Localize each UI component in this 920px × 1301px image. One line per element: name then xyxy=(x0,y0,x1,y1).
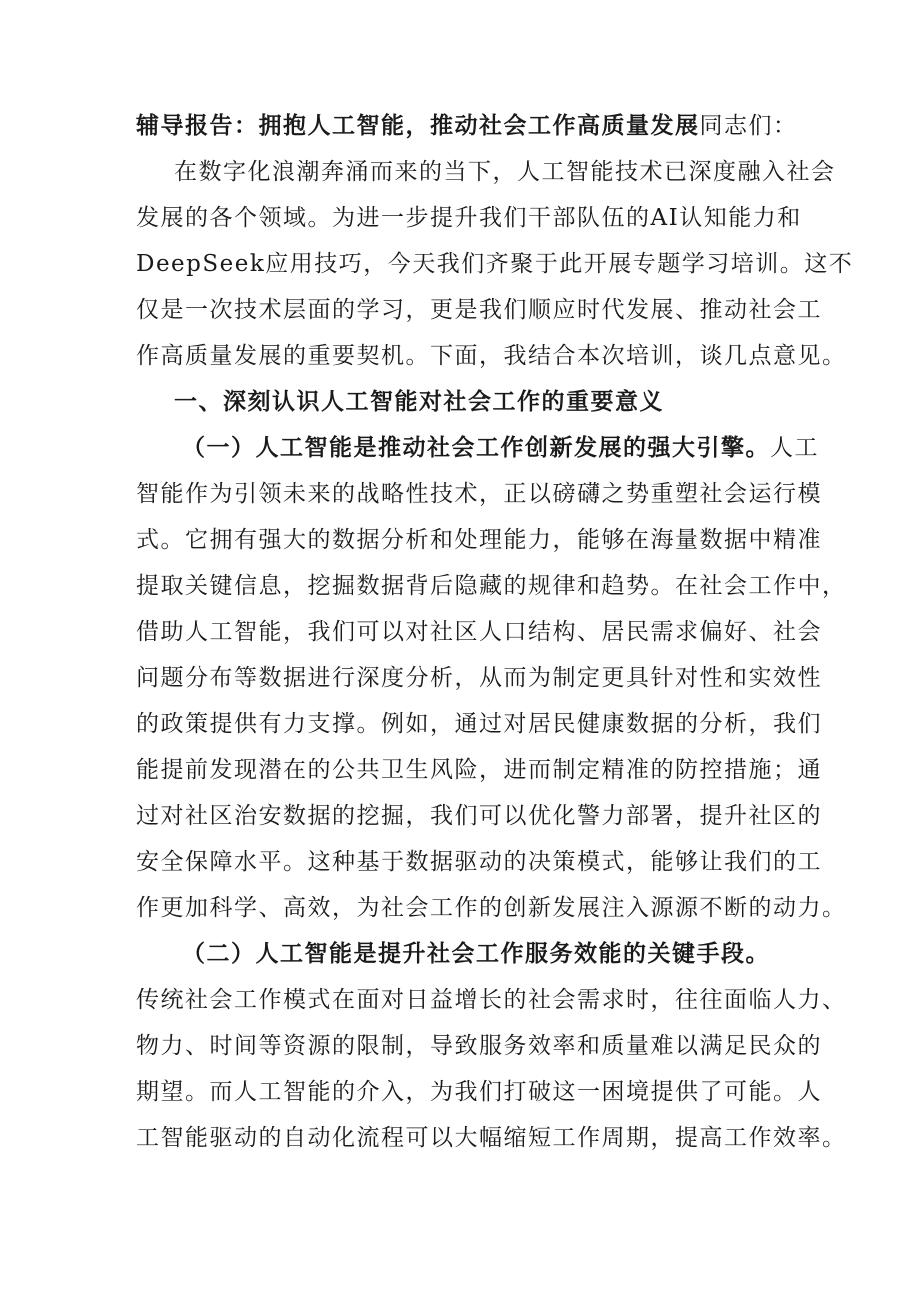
salutation: 同志们： xyxy=(699,113,798,139)
body-line: 智能作为引领未来的战略性技术，正以磅礴之势重塑社会运行模 xyxy=(136,481,822,507)
body-line: 作更加科学、高效，为社会工作的创新发展注入源源不断的动力。 xyxy=(136,895,847,921)
body-line: 过对社区治安数据的挖掘，我们可以优化警力部署，提升社区的 xyxy=(136,803,822,829)
intro-line: 在数字化浪潮奔涌而来的当下，人工智能技术已深度融入社会 xyxy=(174,159,836,185)
report-title: 辅导报告：拥抱人工智能，推动社会工作高质量发展 xyxy=(136,112,700,139)
section-heading: 一、深刻认识人工智能对社会工作的重要意义 xyxy=(174,388,664,415)
intro-line: 仅是一次技术层面的学习，更是我们顺应时代发展、推动社会工 xyxy=(136,297,822,323)
document-page xyxy=(136,103,854,1161)
body-line: 能提前发现潜在的公共卫生风险，进而制定精准的防控措施；通 xyxy=(136,757,822,783)
body-line: 式。它拥有强大的数据分析和处理能力，能够在海量数据中精准 xyxy=(136,527,822,553)
body-line: 工智能驱动的自动化流程可以大幅缩短工作周期，提高工作效率。 xyxy=(136,1125,847,1151)
title-line xyxy=(136,103,796,149)
subsection-1-text: 人工 xyxy=(770,435,819,461)
body-line: 期望。而人工智能的介入，为我们打破这一困境提供了可能。人 xyxy=(136,1079,822,1105)
body-line: 传统社会工作模式在面对日益增长的社会需求时，往往面临人力、 xyxy=(136,987,847,1013)
subsection-2-heading: （二）人工智能是提升社会工作服务效能的关键手段。 xyxy=(182,940,770,967)
intro-line: 作高质量发展的重要契机。下面，我结合本次培训，谈几点意见。 xyxy=(136,343,847,369)
body-line: 借助人工智能，我们可以对社区人口结构、居民需求偏好、社会 xyxy=(136,619,822,645)
subsection-1-heading: （一）人工智能是推动社会工作创新发展的强大引擎。 xyxy=(182,434,770,461)
body-line: 的政策提供有力支撑。例如，通过对居民健康数据的分析，我们 xyxy=(136,711,822,737)
intro-line: DeepSeek应用技巧，今天我们齐聚于此开展专题学习培训。这不 xyxy=(136,251,854,277)
body-line: 问题分布等数据进行深度分析，从而为制定更具针对性和实效性 xyxy=(136,665,822,691)
body-line: 物力、时间等资源的限制，导致服务效率和质量难以满足民众的 xyxy=(136,1033,822,1059)
subsection-1-first-line xyxy=(136,425,819,471)
intro-line: 发展的各个领域。为进一步提升我们干部队伍的AI认知能力和 xyxy=(136,205,802,231)
body-line: 提取关键信息，挖掘数据背后隐藏的规律和趋势。在社会工作中， xyxy=(136,573,847,599)
body-line: 安全保障水平。这种基于数据驱动的决策模式，能够让我们的工 xyxy=(136,849,822,875)
